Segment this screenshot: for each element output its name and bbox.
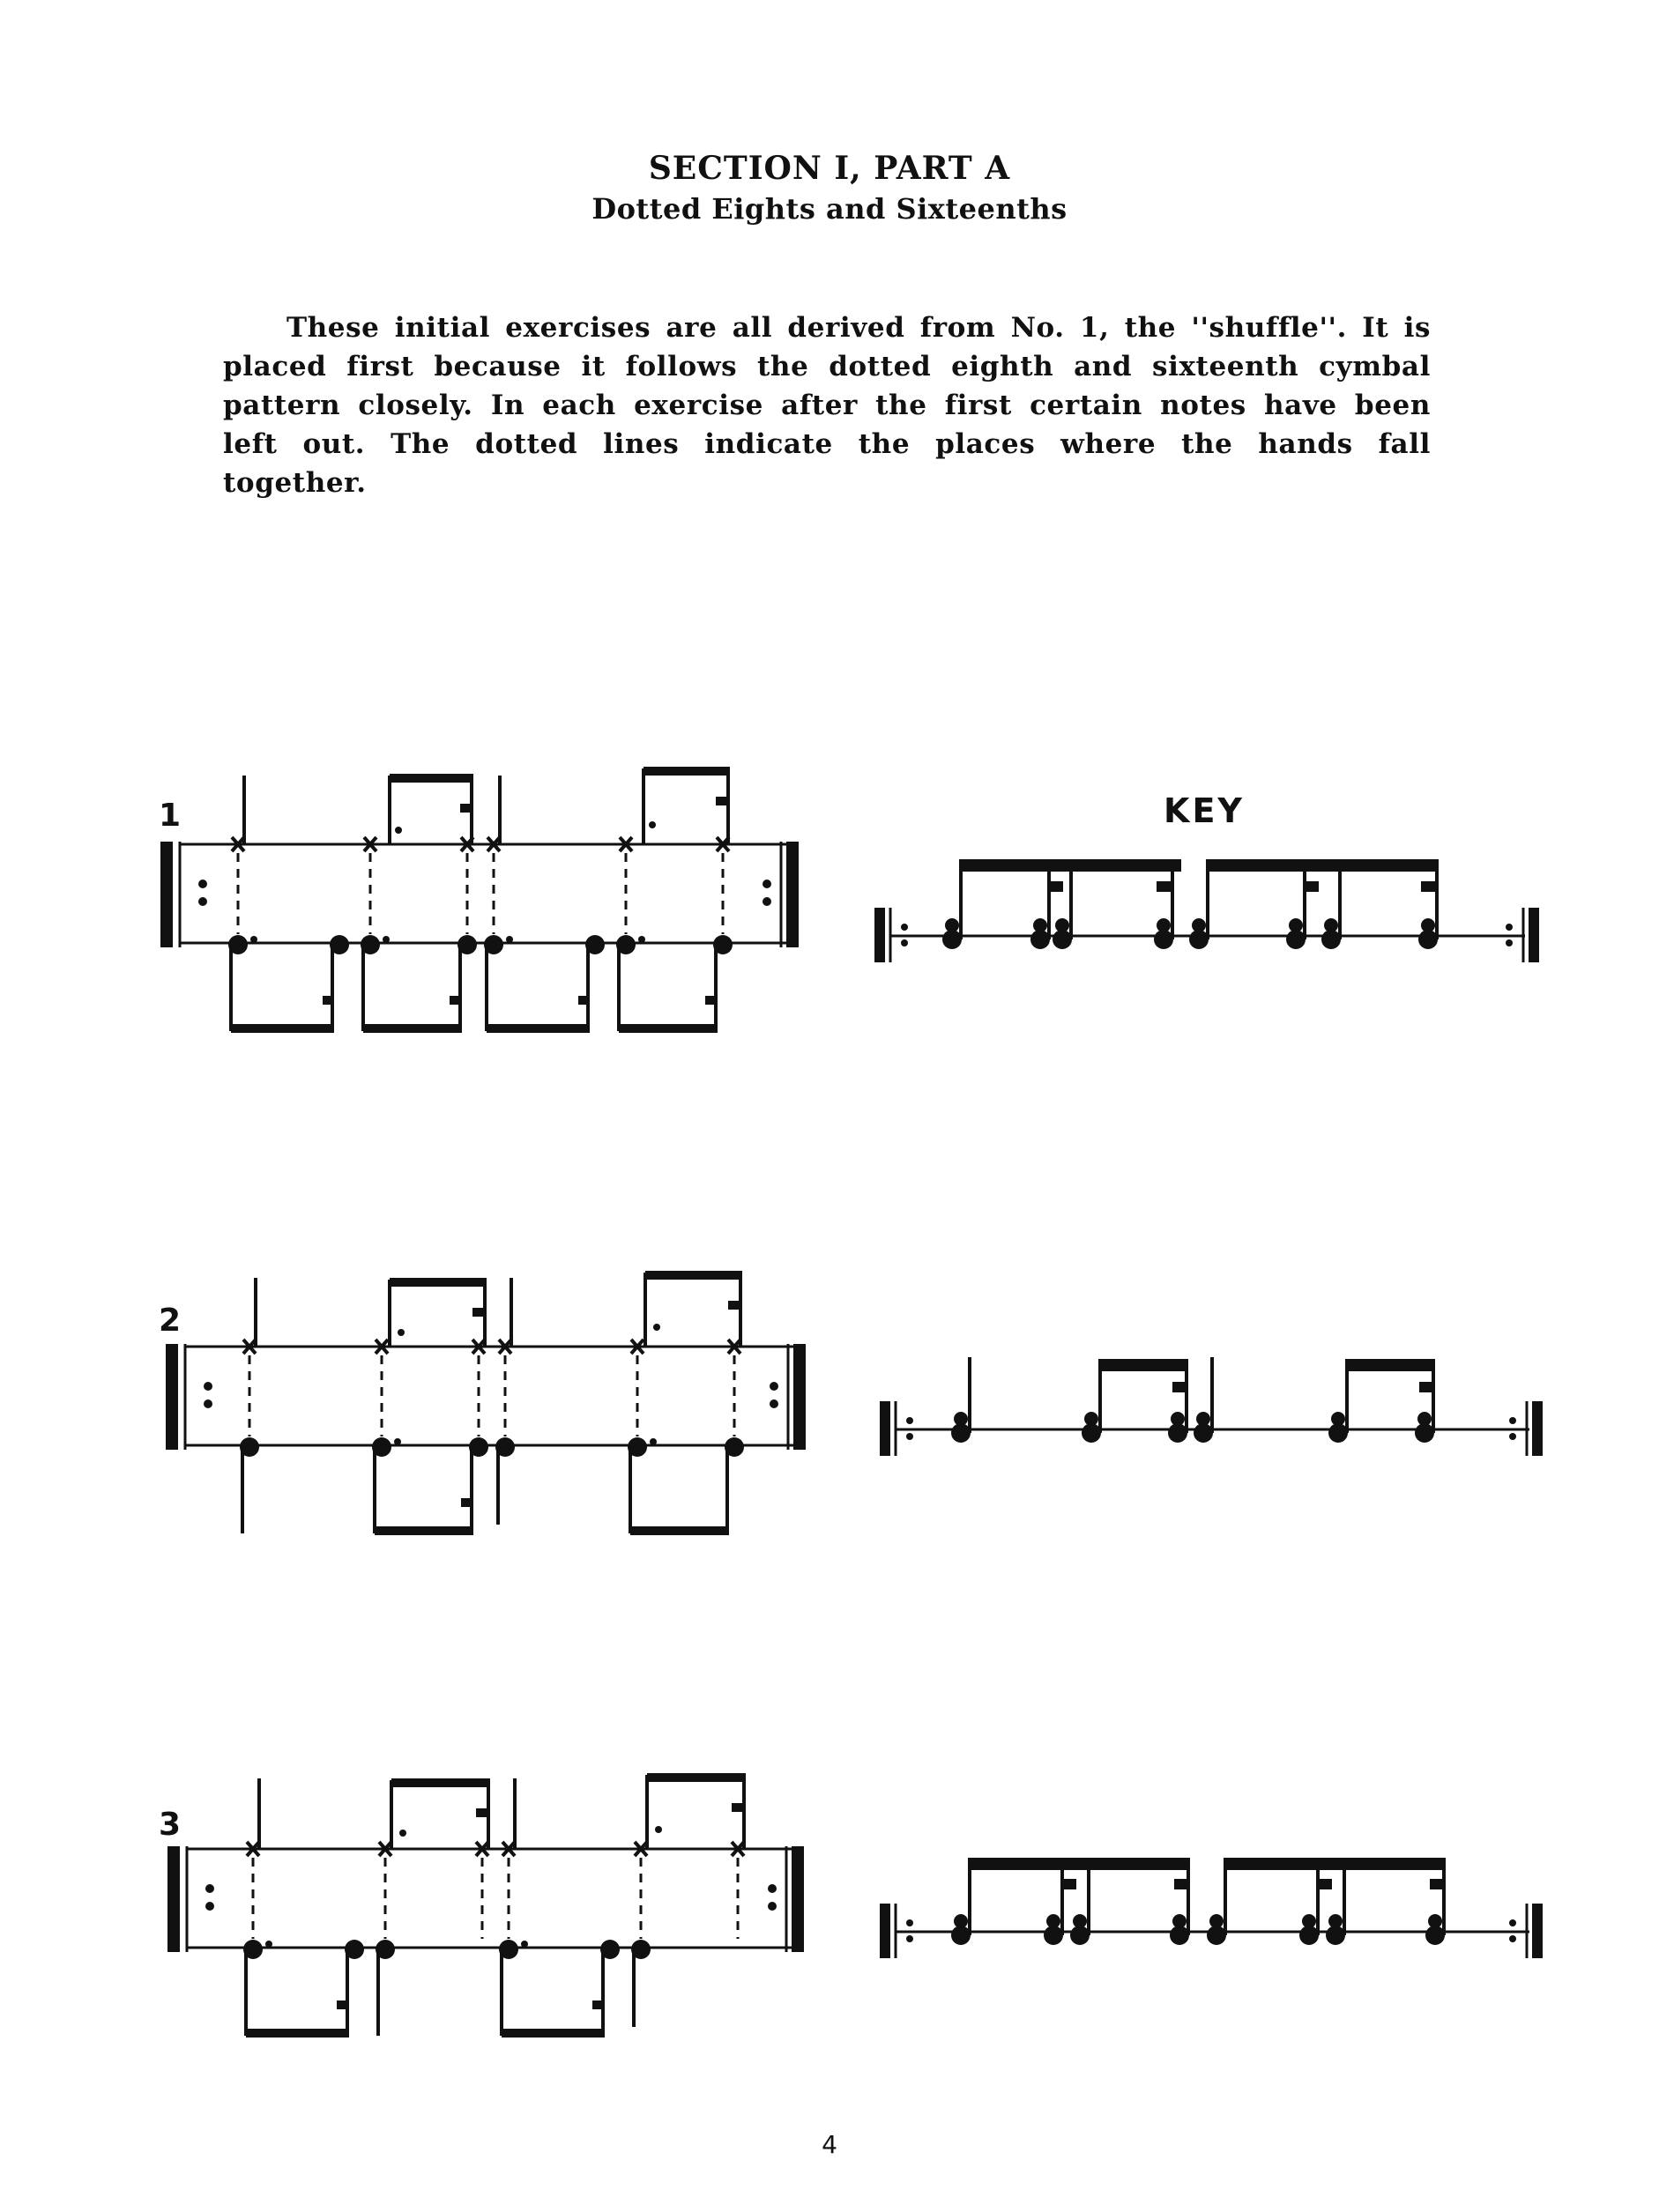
- section-title: SECTION I, PART A: [648, 150, 1011, 187]
- page-number: 4: [822, 2130, 837, 2159]
- section-subtitle: Dotted Eights and Sixteenths: [591, 192, 1068, 226]
- exercise-2-notation: [150, 1260, 837, 1551]
- exercise-1-notation: [150, 758, 837, 1049]
- key-label: KEY: [1164, 791, 1245, 830]
- exercise-number-1: 1: [159, 798, 182, 834]
- key-2-notation: [873, 1348, 1543, 1481]
- key-1-notation: [873, 855, 1543, 987]
- exercise-number-2: 2: [159, 1303, 182, 1339]
- exercise-number-3: 3: [159, 1807, 182, 1843]
- intro-paragraph: These initial exercises are all derived from No. 1, the ''shuffle''. It is placed first because it follows the dotted eighth and sixteenth cymbal pattern closely. In each exercise after the first certain notes have been left out. The dotted lines indicate the places where the hands fall together.: [223, 312, 1431, 499]
- exercise-3-notation: [150, 1763, 837, 2053]
- key-3-notation: [873, 1851, 1543, 1983]
